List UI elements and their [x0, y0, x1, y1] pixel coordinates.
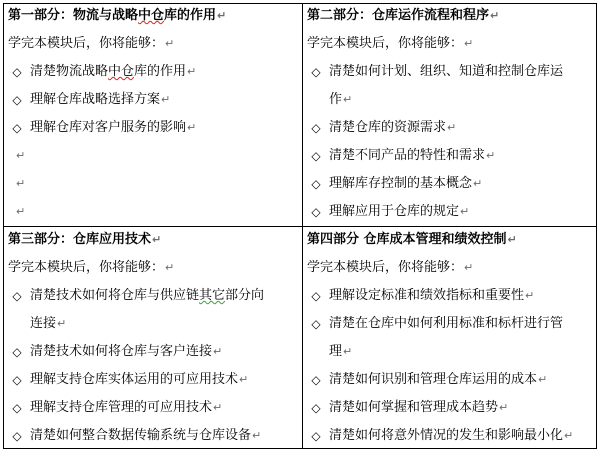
list-item: ◇ 理解设定标准和绩效指标和重要性↵ [307, 282, 597, 310]
empty-paragraph: ↵ [16, 149, 26, 162]
section-3-cell [8, 228, 298, 450]
list-item: ◇ 清楚如何将意外情况的发生和影响最小化↵ [307, 422, 597, 450]
objectives-table [3, 3, 597, 449]
diamond-bullet-icon: ◇ [311, 205, 321, 219]
list-item-continuation: 作↵ [329, 92, 353, 107]
diamond-bullet-icon: ◇ [311, 429, 321, 443]
diamond-bullet-icon: ◇ [311, 289, 321, 303]
section-2-intro: 学完本模块后，你将能够：↵ [307, 36, 474, 51]
list-item: ◇ 清楚如何计划、组织、知道和控制仓库运 [307, 58, 597, 86]
diamond-bullet-icon: ◇ [12, 401, 22, 415]
diamond-bullet-icon: ◇ [12, 65, 22, 79]
list-item-continuation: 连接↵ [30, 316, 67, 331]
diamond-bullet-icon: ◇ [12, 93, 22, 107]
section-3-intro: 学完本模块后，你将能够：↵ [8, 260, 175, 275]
list-item: ◇ 清楚不同产品的特性和需求↵ [307, 142, 597, 170]
diamond-bullet-icon: ◇ [311, 373, 321, 387]
list-item: ◇ 清楚技术如何将仓库与客户连接↵ [8, 338, 298, 366]
section-1-title: 第一部分：物流与战略中仓库的作用↵ [8, 8, 227, 23]
row-divider [4, 226, 596, 227]
list-item: ◇ 清楚在仓库中如何利用标准和标杆进行管 [307, 310, 597, 338]
list-item: ◇ 理解库存控制的基本概念↵ [307, 170, 597, 198]
section-2-cell [307, 4, 597, 226]
list-item: ◇ 清楚物流战略中仓库的作用↵ [8, 58, 298, 86]
empty-paragraph: ↵ [16, 205, 26, 218]
diamond-bullet-icon: ◇ [12, 289, 22, 303]
list-item: ◇ 清楚如何整合数据传输系统与仓库设备↵ [8, 422, 298, 450]
list-item: ◇ 理解仓库对客户服务的影响↵ [8, 114, 298, 142]
diamond-bullet-icon: ◇ [12, 373, 22, 387]
empty-paragraph: ↵ [16, 177, 26, 190]
list-item: ◇ 理解应用于仓库的规定↵ [307, 198, 597, 226]
list-item: ◇ 理解仓库战略选择方案↵ [8, 86, 298, 114]
list-item: ◇ 理解支持仓库实体运用的可应用技术↵ [8, 366, 298, 394]
list-item-continuation: 理↵ [329, 344, 353, 359]
section-2-title: 第二部分：仓库运作流程和程序↵ [307, 8, 500, 23]
diamond-bullet-icon: ◇ [311, 401, 321, 415]
list-item: ◇ 清楚如何掌握和管理成本趋势↵ [307, 394, 597, 422]
diamond-bullet-icon: ◇ [12, 429, 22, 443]
section-4-intro: 学完本模块后，你将能够：↵ [307, 260, 474, 275]
section-4-title: 第四部分 仓库成本管理和绩效控制↵ [307, 232, 517, 247]
diamond-bullet-icon: ◇ [311, 121, 321, 135]
list-item: ◇ 清楚仓库的资源需求↵ [307, 114, 597, 142]
diamond-bullet-icon: ◇ [12, 345, 22, 359]
diamond-bullet-icon: ◇ [311, 317, 321, 331]
section-1-intro: 学完本模块后，你将能够：↵ [8, 36, 175, 51]
diamond-bullet-icon: ◇ [12, 121, 22, 135]
diamond-bullet-icon: ◇ [311, 65, 321, 79]
diamond-bullet-icon: ◇ [311, 149, 321, 163]
list-item: ◇ 理解支持仓库管理的可应用技术↵ [8, 394, 298, 422]
section-4-cell [307, 228, 597, 450]
list-item: ◇ 清楚如何识别和管理仓库运用的成本↵ [307, 366, 597, 394]
list-item: ◇ 清楚技术如何将仓库与供应链其它部分向 [8, 282, 298, 310]
section-3-title: 第三部分：仓库应用技术↵ [8, 232, 162, 247]
section-1-cell [8, 4, 298, 226]
diamond-bullet-icon: ◇ [311, 177, 321, 191]
